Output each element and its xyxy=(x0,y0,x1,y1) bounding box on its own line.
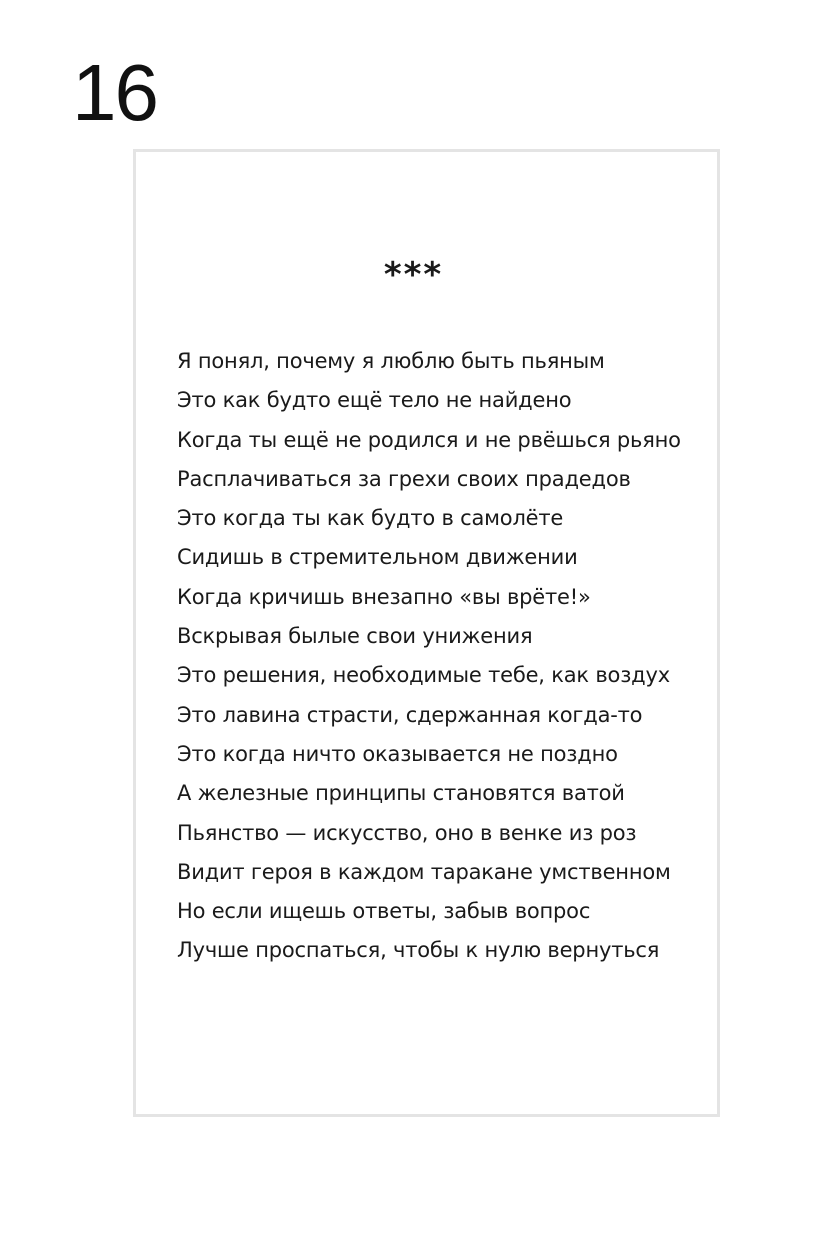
poem-line: Видит героя в каждом таракане умственном xyxy=(177,859,671,884)
poem-line: Это как будто ещё тело не найдено xyxy=(177,388,572,413)
page-number: 16 xyxy=(72,48,157,137)
poem-line: Сидишь в стремительном движении xyxy=(177,545,578,570)
poem-line: Это когда ничто оказывается не поздно xyxy=(177,741,618,766)
poem-line: Лучше проспаться, чтобы к нулю вернуться xyxy=(177,938,660,963)
poem-line: Это когда ты как будто в самолёте xyxy=(177,506,564,531)
poem-line: Я понял, почему я люблю быть пьяным xyxy=(177,349,605,373)
poem-line: Это лавина страсти, сдержанная когда-то xyxy=(177,702,643,727)
poem-line: Но если ищешь ответы, забыв вопрос xyxy=(177,899,591,924)
poem-line: Когда ты ещё не родился и не рвёшься рьяно xyxy=(177,427,681,452)
poem-line: А железные принципы становятся ватой xyxy=(177,781,625,806)
poem-body xyxy=(177,342,697,971)
poem-line: Когда кричишь внезапно «вы врёте!» xyxy=(177,584,591,609)
poem-line: Это решения, необходимые тебе, как воздух xyxy=(177,663,670,688)
section-divider-asterisks: *** xyxy=(383,255,444,295)
poem-line: Расплачиваться за грехи своих прадедов xyxy=(177,466,631,491)
poem-line: Вскрывая былые свои унижения xyxy=(177,624,533,649)
poem-line: Пьянство — искусство, оно в венке из роз xyxy=(177,820,637,845)
